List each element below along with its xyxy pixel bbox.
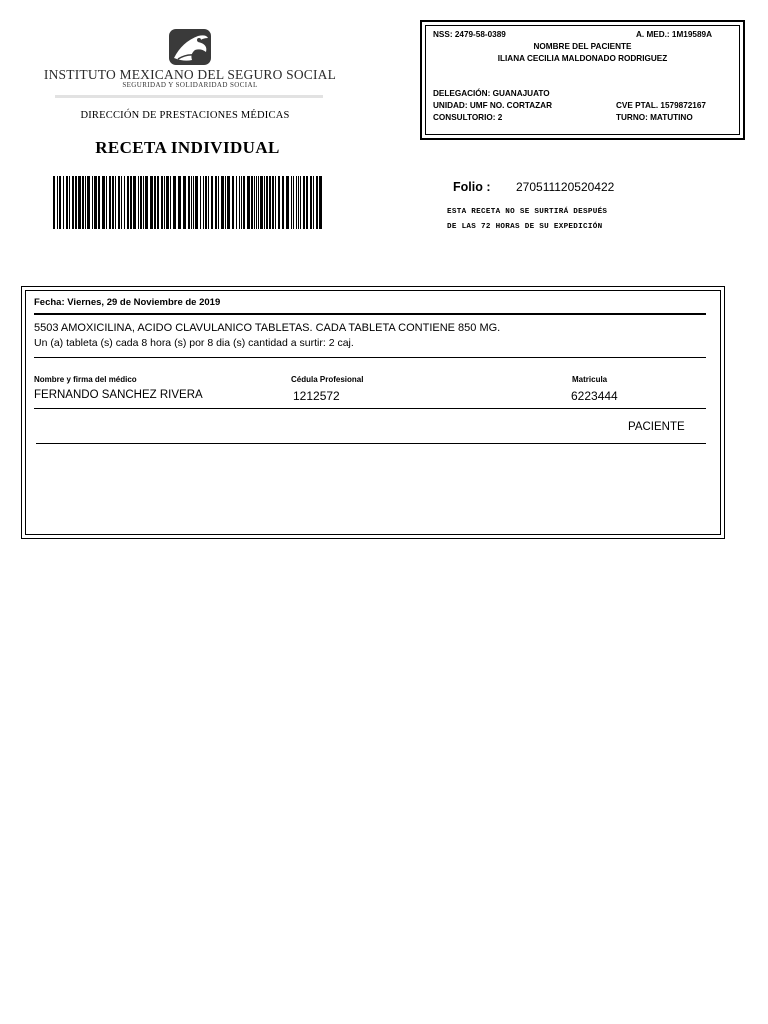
folio-label: Folio : xyxy=(453,180,491,194)
doctor-divider xyxy=(34,408,706,409)
folio-value: 270511120520422 xyxy=(516,180,615,194)
direction-heading: DIRECCIÓN DE PRESTACIONES MÉDICAS xyxy=(80,110,290,121)
delegacion-field: DELEGACIÓN: GUANAJUATO xyxy=(433,89,550,98)
imss-eagle-logo-icon xyxy=(168,28,212,66)
dosage-line: Un (a) tableta (s) cada 8 hora (s) por 8 dia (s) cantidad a surtir: 2 caj. xyxy=(34,337,354,349)
patient-name-label: NOMBRE DEL PACIENTE xyxy=(533,42,632,51)
prescription-box xyxy=(21,286,725,539)
nss-field: NSS: 2479-58-0389 xyxy=(433,30,506,39)
patient-info-box xyxy=(420,20,745,140)
medication-divider xyxy=(34,357,706,358)
expiry-notice-line2: DE LAS 72 HORAS DE SU EXPEDICIÓN xyxy=(447,223,603,231)
prescription-date: Fecha: Viernes, 29 de Noviembre de 2019 xyxy=(34,297,221,308)
date-divider xyxy=(34,313,706,315)
patient-name: ILIANA CECILIA MALDONADO RODRIGUEZ xyxy=(497,54,668,63)
consultorio-field: CONSULTORIO: 2 xyxy=(433,113,503,122)
turno-field: TURNO: MATUTINO xyxy=(616,113,693,122)
unidad-field: UNIDAD: UMF NO. CORTAZAR xyxy=(433,101,553,110)
copy-divider xyxy=(36,443,706,444)
copy-label: PACIENTE xyxy=(628,421,685,433)
cedula-label: Cédula Profesional xyxy=(291,375,364,384)
cve-ptal-field: CVE PTAL. 1579872167 xyxy=(616,101,706,110)
medication-line: 5503 AMOXICILINA, ACIDO CLAVULANICO TABLETAS. CADA TABLETA CONTIENE 850 MG. xyxy=(34,322,501,334)
cedula-value: 1212572 xyxy=(293,389,340,403)
doctor-label: Nombre y firma del médico xyxy=(34,375,137,384)
matricula-label: Matricula xyxy=(572,375,608,384)
document-title: RECETA INDIVIDUAL xyxy=(95,138,280,157)
matricula-value: 6223444 xyxy=(571,389,618,403)
institution-motto: SEGURIDAD Y SOLIDARIDAD SOCIAL xyxy=(122,81,258,89)
doctor-name: FERNANDO SANCHEZ RIVERA xyxy=(34,389,203,401)
header-divider xyxy=(55,95,323,98)
a-med-field: A. MED.: 1M19589A xyxy=(636,30,712,39)
barcode-icon xyxy=(53,176,325,229)
institution-name: INSTITUTO MEXICANO DEL SEGURO SOCIAL xyxy=(43,67,337,82)
expiry-notice-line1: ESTA RECETA NO SE SURTIRÁ DESPUÉS xyxy=(447,208,608,216)
